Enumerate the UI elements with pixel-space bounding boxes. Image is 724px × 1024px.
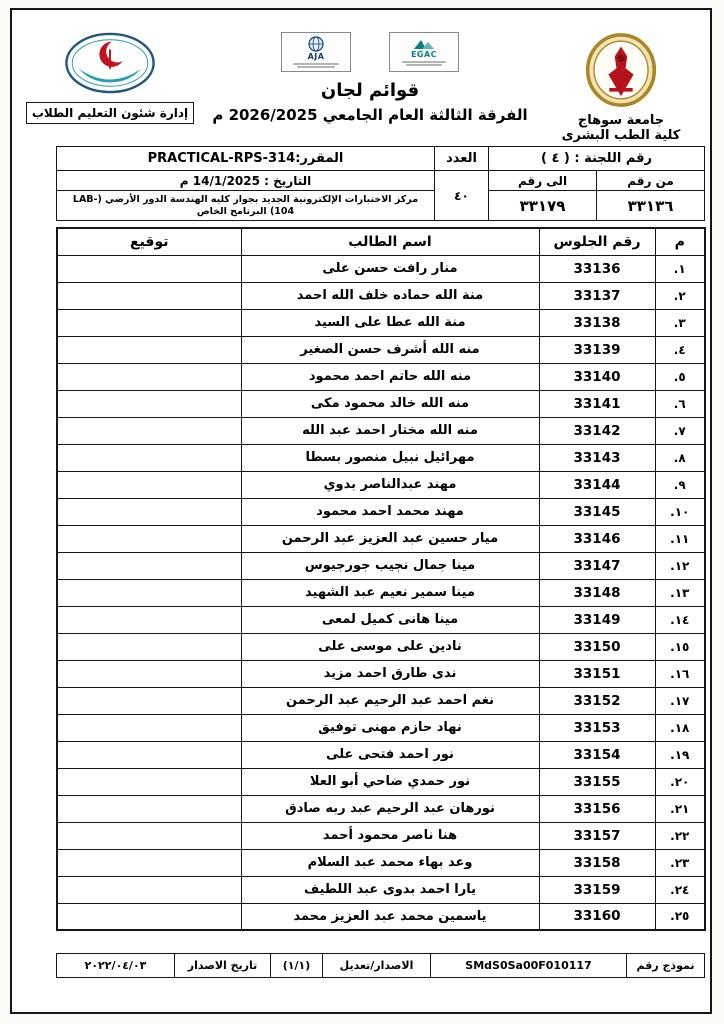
row-index: ١٥. xyxy=(655,633,705,660)
column-header-index: م xyxy=(655,228,705,255)
student-name: مهند محمد احمد محمود xyxy=(241,498,539,525)
column-header-signature: توقيع xyxy=(57,228,241,255)
seat-number: 33147 xyxy=(539,552,655,579)
signature-cell xyxy=(57,390,241,417)
row-index: ١٢. xyxy=(655,552,705,579)
row-index: ٢٥. xyxy=(655,903,705,930)
university-logo xyxy=(585,32,657,108)
aja-text-line xyxy=(293,63,339,65)
table-row xyxy=(57,687,705,714)
table-row xyxy=(57,741,705,768)
row-index: ١٦. xyxy=(655,660,705,687)
student-name: مينا هانى كميل لمعى xyxy=(241,606,539,633)
signature-cell xyxy=(57,606,241,633)
aja-logo xyxy=(281,32,351,72)
seat-number: 33151 xyxy=(539,660,655,687)
table-row xyxy=(57,471,705,498)
signature-cell xyxy=(57,471,241,498)
row-index: ١٠. xyxy=(655,498,705,525)
signature-cell xyxy=(57,363,241,390)
course-label: المقرر: xyxy=(295,151,344,166)
column-header-name: اسم الطالب xyxy=(241,228,539,255)
revision-label: الاصدار/تعديل xyxy=(323,954,431,978)
aja-label: AJA xyxy=(307,52,325,61)
table-row xyxy=(57,849,705,876)
seat-number: 33143 xyxy=(539,444,655,471)
signature-cell xyxy=(57,579,241,606)
student-name: نغم احمد عبد الرحيم عبد الرحمن xyxy=(241,687,539,714)
student-table-body xyxy=(57,255,705,930)
signature-cell xyxy=(57,525,241,552)
count-label: العدد xyxy=(435,147,489,171)
row-index: ١٤. xyxy=(655,606,705,633)
row-index: ٢٣. xyxy=(655,849,705,876)
page-header xyxy=(12,10,710,142)
student-name: ميار حسين عبد العزيز عبد الرحمن xyxy=(241,525,539,552)
student-name: ياسمين محمد عبد العزيز محمد xyxy=(241,903,539,930)
seat-number: 33157 xyxy=(539,822,655,849)
seat-number: 33152 xyxy=(539,687,655,714)
table-row xyxy=(57,795,705,822)
seat-number: 33158 xyxy=(539,849,655,876)
signature-cell xyxy=(57,687,241,714)
form-footer xyxy=(56,953,705,978)
table-row xyxy=(57,525,705,552)
to-seat-number: ٣٣١٧٩ xyxy=(489,191,597,221)
course-code: PRACTICAL-RPS-314 xyxy=(147,151,296,166)
student-name: نور احمد فتحى على xyxy=(241,741,539,768)
egac-logo xyxy=(389,32,459,72)
table-row xyxy=(57,714,705,741)
signature-cell xyxy=(57,660,241,687)
seat-number: 33139 xyxy=(539,336,655,363)
exam-info-table xyxy=(56,146,705,221)
table-row xyxy=(57,606,705,633)
exam-date-cell xyxy=(57,171,435,191)
student-name: منه الله خالد محمود مكى xyxy=(241,390,539,417)
student-name: نهاد حازم مهنى توفيق xyxy=(241,714,539,741)
course-cell xyxy=(57,147,435,171)
student-name: مينا جمال نجيب جورجيوس xyxy=(241,552,539,579)
revision-value: (١/١) xyxy=(271,954,323,978)
committee-number: رقم اللجنة : ( ٤ ) xyxy=(489,147,705,171)
exam-location: مركز الاختبارات الإلكترونية الجديد بجوار كليه الهندسة الدور الأرضي (LAB-104) البرنامج الخاص xyxy=(57,191,435,221)
certification-logos xyxy=(194,32,546,72)
aja-text-line xyxy=(297,66,335,68)
seat-number: 33145 xyxy=(539,498,655,525)
student-name: هنا ناصر محمود أحمد xyxy=(241,822,539,849)
signature-cell xyxy=(57,255,241,282)
page-title: قوائم لجان xyxy=(320,80,420,101)
row-index: ٥. xyxy=(655,363,705,390)
table-row xyxy=(57,282,705,309)
signature-cell xyxy=(57,741,241,768)
table-row xyxy=(57,768,705,795)
issue-date-label: تاريخ الاصدار xyxy=(175,954,271,978)
table-row xyxy=(57,255,705,282)
table-row xyxy=(57,579,705,606)
issue-date-value: ٢٠٢٢/٠٤/٠٣ xyxy=(57,954,175,978)
seat-number: 33159 xyxy=(539,876,655,903)
aja-globe-icon xyxy=(308,36,324,52)
date-value: 14/1/2025 م xyxy=(179,173,260,188)
table-row xyxy=(57,417,705,444)
table-row xyxy=(57,336,705,363)
signature-cell xyxy=(57,309,241,336)
student-name: منه الله أشرف حسن الصغير xyxy=(241,336,539,363)
seat-number: 33138 xyxy=(539,309,655,336)
signature-cell xyxy=(57,444,241,471)
table-row xyxy=(57,903,705,930)
student-name: نور حمدي ضاحي أبو العلا xyxy=(241,768,539,795)
student-table-header-row xyxy=(57,228,705,255)
row-index: ١. xyxy=(655,255,705,282)
signature-cell xyxy=(57,417,241,444)
student-name: ندى طارق احمد مزيد xyxy=(241,660,539,687)
student-name: منة الله عطا على السيد xyxy=(241,309,539,336)
count-value: ٤٠ xyxy=(435,171,489,221)
header-center xyxy=(194,32,546,124)
table-row xyxy=(57,660,705,687)
university-block xyxy=(546,32,696,143)
signature-cell xyxy=(57,282,241,309)
seat-number: 33142 xyxy=(539,417,655,444)
seat-number: 33136 xyxy=(539,255,655,282)
row-index: ٨. xyxy=(655,444,705,471)
signature-cell xyxy=(57,498,241,525)
egac-text-line xyxy=(406,64,442,66)
student-name: منة الله حماده خلف الله احمد xyxy=(241,282,539,309)
row-index: ١٩. xyxy=(655,741,705,768)
student-name: يارا احمد بدوى عبد اللطيف xyxy=(241,876,539,903)
signature-cell xyxy=(57,552,241,579)
row-index: ٢٢. xyxy=(655,822,705,849)
seat-number: 33137 xyxy=(539,282,655,309)
form-number-label: نموذج رقم xyxy=(627,954,705,978)
row-index: ١١. xyxy=(655,525,705,552)
signature-cell xyxy=(57,849,241,876)
seat-number: 33144 xyxy=(539,471,655,498)
student-name: نورهان عبد الرحيم عبد ربه صادق xyxy=(241,795,539,822)
student-name: مهند عبدالناصر بدوي xyxy=(241,471,539,498)
student-table xyxy=(56,227,706,931)
signature-cell xyxy=(57,876,241,903)
table-row xyxy=(57,390,705,417)
student-name: وعد بهاء محمد عبد السلام xyxy=(241,849,539,876)
seat-number: 33153 xyxy=(539,714,655,741)
signature-cell xyxy=(57,903,241,930)
seat-number: 33154 xyxy=(539,741,655,768)
table-row xyxy=(57,822,705,849)
page-subtitle: الفرقة الثالثة العام الجامعي 2026/2025 م xyxy=(212,106,528,124)
student-name: منار رافت حسن على xyxy=(241,255,539,282)
row-index: ٢. xyxy=(655,282,705,309)
from-label: من رقم xyxy=(597,171,705,191)
department-name: إدارة شئون التعليم الطلاب xyxy=(26,102,194,124)
student-name: نادين على موسى على xyxy=(241,633,539,660)
seat-number: 33150 xyxy=(539,633,655,660)
table-row xyxy=(57,363,705,390)
seat-number: 33156 xyxy=(539,795,655,822)
column-header-seat: رقم الجلوس xyxy=(539,228,655,255)
row-index: ٤. xyxy=(655,336,705,363)
table-row xyxy=(57,552,705,579)
page-frame xyxy=(10,8,712,1014)
department-logo xyxy=(63,32,157,94)
signature-cell xyxy=(57,633,241,660)
row-index: ٩. xyxy=(655,471,705,498)
seat-number: 33160 xyxy=(539,903,655,930)
table-row xyxy=(57,633,705,660)
row-index: ٢١. xyxy=(655,795,705,822)
row-index: ١٧. xyxy=(655,687,705,714)
signature-cell xyxy=(57,795,241,822)
seat-number: 33141 xyxy=(539,390,655,417)
student-name: منه الله حاتم احمد محمود xyxy=(241,363,539,390)
seat-number: 33149 xyxy=(539,606,655,633)
egac-label: EGAC xyxy=(410,50,438,59)
department-block xyxy=(26,32,194,124)
table-row xyxy=(57,498,705,525)
faculty-name: كلية الطب البشرى xyxy=(561,128,681,143)
seat-number: 33140 xyxy=(539,363,655,390)
table-row xyxy=(57,444,705,471)
seat-number: 33148 xyxy=(539,579,655,606)
student-name: مينا سمير نعيم عبد الشهيد xyxy=(241,579,539,606)
signature-cell xyxy=(57,336,241,363)
egac-pyramid-icon xyxy=(413,38,435,50)
seat-number: 33146 xyxy=(539,525,655,552)
university-name: جامعة سوهاج xyxy=(577,113,665,128)
table-row xyxy=(57,876,705,903)
row-index: ١٨. xyxy=(655,714,705,741)
row-index: ٣. xyxy=(655,309,705,336)
signature-cell xyxy=(57,714,241,741)
row-index: ٢٠. xyxy=(655,768,705,795)
student-name: مهرائيل نبيل منصور بسطا xyxy=(241,444,539,471)
to-label: الى رقم xyxy=(489,171,597,191)
table-row xyxy=(57,309,705,336)
row-index: ٧. xyxy=(655,417,705,444)
student-name: منه الله مختار احمد عبد الله xyxy=(241,417,539,444)
signature-cell xyxy=(57,768,241,795)
row-index: ٦. xyxy=(655,390,705,417)
row-index: ٢٤. xyxy=(655,876,705,903)
from-seat-number: ٣٣١٣٦ xyxy=(597,191,705,221)
egac-text-line xyxy=(402,61,446,63)
signature-cell xyxy=(57,822,241,849)
row-index: ١٣. xyxy=(655,579,705,606)
seat-number: 33155 xyxy=(539,768,655,795)
form-number-value: SMdS0Sa00F010117 xyxy=(431,954,627,978)
date-label: التاريخ : xyxy=(264,173,312,188)
